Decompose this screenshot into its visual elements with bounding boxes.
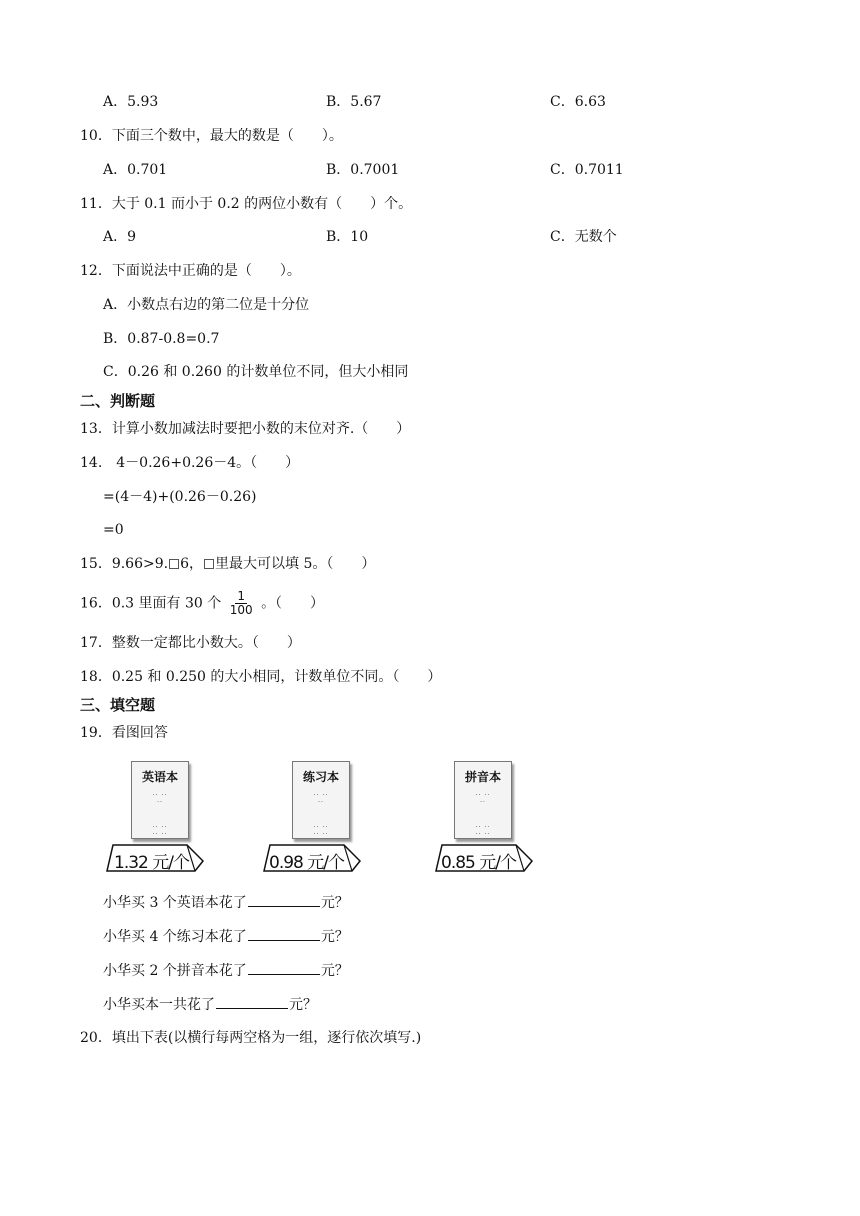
fill-line — [103, 926, 349, 947]
option-b: B．0.7001 — [326, 162, 400, 178]
option-a: A．小数点右边的第二位是十分位 — [103, 297, 310, 313]
fill-line — [103, 960, 349, 981]
book-figure — [105, 757, 215, 877]
question-stem: 19．看图回答 — [80, 725, 168, 741]
blank-square-icon — [169, 559, 179, 569]
option-c: C．0.7011 — [550, 162, 624, 178]
cover-dots: ·· ·· ·· — [313, 792, 329, 806]
notebook-cover — [454, 761, 512, 839]
cover-dots: ·· ·· ·· ·· — [313, 824, 329, 838]
option-b: B．10 — [326, 229, 369, 245]
section-heading: 三、填空题 — [80, 696, 156, 714]
price-label: 0.85 元/个 — [441, 853, 516, 873]
cover-dots: ·· ·· ·· — [475, 792, 491, 806]
section-heading: 二、判断题 — [80, 392, 156, 410]
option-b: B．5.67 — [326, 94, 382, 110]
fraction — [230, 590, 253, 617]
question-stem: 12．下面说法中正确的是（ ）。 — [80, 263, 301, 279]
blank-square-icon — [204, 559, 214, 569]
fraction-denominator: 100 — [229, 603, 253, 617]
fill-line — [103, 892, 349, 913]
question-stem — [80, 554, 375, 574]
stem-part: 16．0.3 里面有 30 个 — [80, 595, 222, 612]
question-stem: 10．下面三个数中，最大的数是（ ）。 — [80, 128, 343, 144]
price-label: 1.32 元/个 — [114, 853, 189, 873]
option-c: C．无数个 — [550, 229, 617, 245]
fill-line-unit: 元？ — [289, 997, 317, 1013]
notebook-title: 练习本 — [302, 770, 339, 784]
answer-blank[interactable] — [248, 960, 320, 975]
option-b: B．0.87-0.8=0.7 — [103, 331, 220, 347]
fill-line-text: 小华买 2 个拼音本花了 — [103, 963, 247, 979]
question-stem — [80, 590, 324, 617]
option-a: A．0.701 — [103, 162, 168, 178]
cover-dots: ·· ·· ·· ·· — [475, 824, 491, 838]
price-label: 0.98 元/个 — [269, 853, 344, 873]
stem-part: 6， — [180, 556, 203, 572]
stem-part: 。（ ） — [261, 595, 325, 612]
fill-line-text: 小华买 3 个英语本花了 — [103, 895, 247, 911]
fill-line-text: 小华买本一共花了 — [103, 997, 215, 1013]
book-figure — [434, 757, 544, 877]
fill-line-unit: 元？ — [320, 895, 349, 911]
question-stem: 20．填出下表(以横行每两空格为一组，逐行依次填写.) — [80, 1030, 422, 1046]
notebook-title: 拼音本 — [464, 770, 501, 784]
question-stem: 18．0.25 和 0.250 的大小相同，计数单位不同。（ ） — [80, 669, 442, 685]
stem-part: 15．9.66>9. — [80, 556, 169, 572]
fill-line-unit: 元？ — [320, 963, 349, 979]
cover-dots: ·· ·· ·· — [152, 792, 168, 806]
question-stem: 14. 4－0.26+0.26－4。（ ） — [80, 455, 300, 471]
answer-blank[interactable] — [248, 892, 320, 907]
answer-blank[interactable] — [248, 926, 320, 941]
fill-line-unit: 元？ — [320, 929, 349, 945]
notebook-title: 英语本 — [141, 770, 178, 784]
option-c: C．6.63 — [550, 94, 606, 110]
book-figure — [262, 757, 372, 877]
stem-part: 里最大可以填 5。（ ） — [215, 556, 376, 572]
fill-line — [103, 994, 317, 1015]
fraction-numerator: 1 — [237, 589, 245, 603]
answer-blank[interactable] — [216, 994, 288, 1009]
solution-line: =0 — [103, 522, 124, 538]
notebook-cover — [292, 761, 350, 839]
cover-dots: ·· ·· ·· ·· — [152, 824, 168, 838]
solution-line: =(4－4)+(0.26－0.26) — [103, 489, 257, 505]
fill-line-text: 小华买 4 个练习本花了 — [103, 929, 247, 945]
question-stem: 11．大于 0.1 而小于 0.2 的两位小数有（ ）个。 — [80, 196, 413, 212]
option-a: A．9 — [103, 229, 137, 245]
notebook-cover — [131, 761, 189, 839]
question-stem: 13．计算小数加减法时要把小数的末位对齐.（ ） — [80, 421, 411, 437]
question-stem: 17．整数一定都比小数大。（ ） — [80, 635, 301, 651]
option-a: A．5.93 — [103, 94, 159, 110]
option-c: C．0.26 和 0.260 的计数单位不同，但大小相同 — [103, 364, 409, 380]
